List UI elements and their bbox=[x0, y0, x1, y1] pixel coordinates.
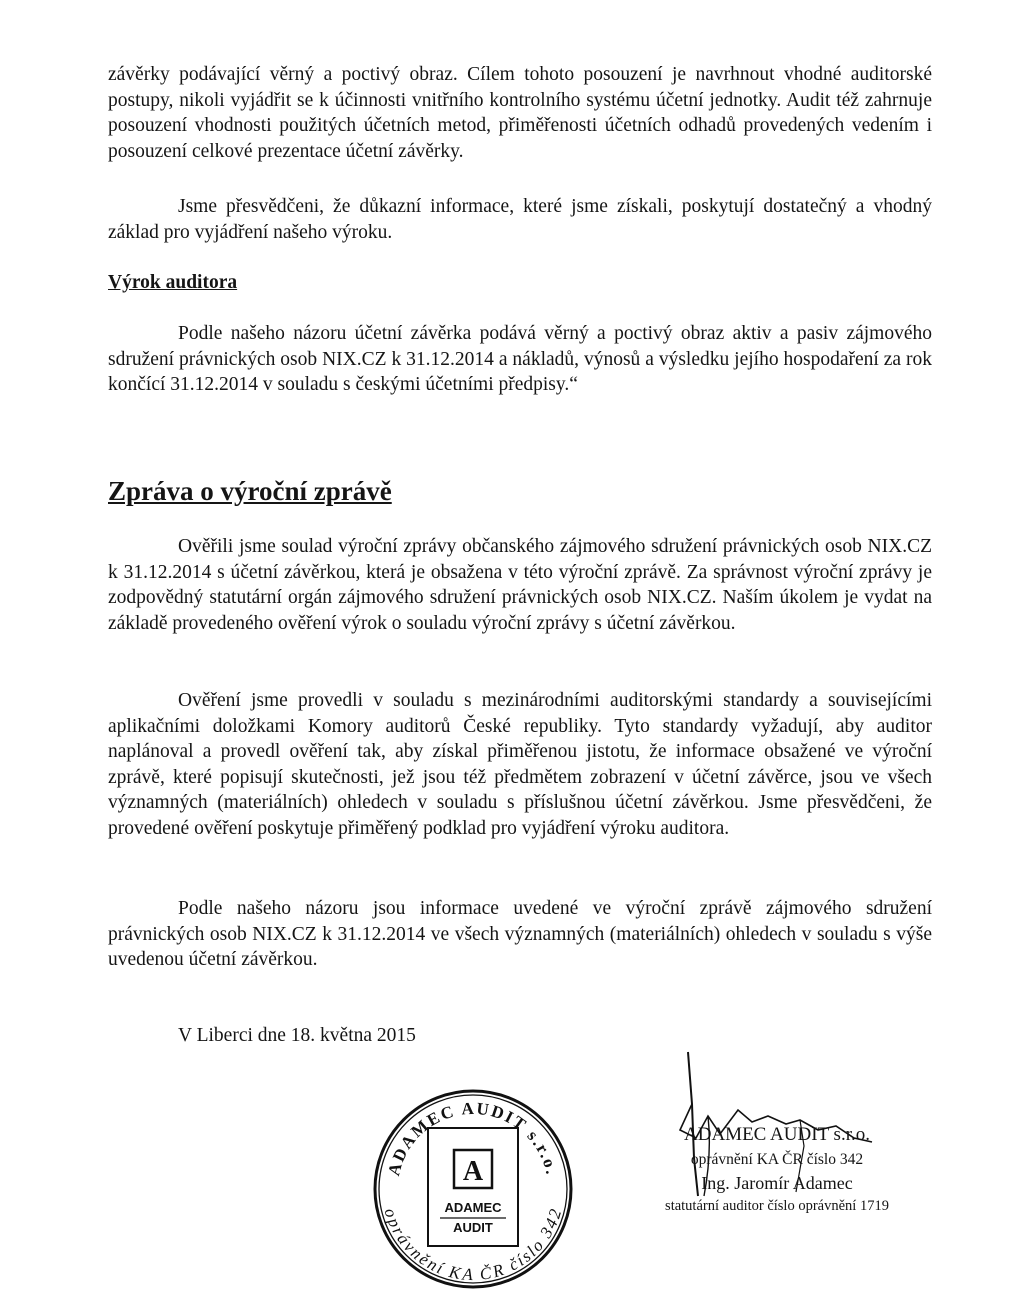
heading-auditor-opinion: Výrok auditora bbox=[108, 272, 238, 293]
signature-company: ADAMEC AUDIT s.r.o. bbox=[684, 1124, 870, 1145]
seal-top-text: ADAMEC AUDIT s.r.o. bbox=[384, 1098, 562, 1178]
paragraph-evidence: Jsme přesvědčeni, že důkazní informace, které jsme získali, poskytují dostatečný a vhodný základ pro vyjádření našeho výroku. bbox=[108, 196, 932, 243]
paragraph-opinion: Podle našeho názoru účetní závěrka podává věrný a poctivý obraz aktiv a pasiv zájmového sdružení právnických osob NIX.CZ k 31.12.2014 a nákladů, výnosů a výsledku jejího hospodaření za rok končící 31.12.2014 v souladu s českými účetními předpisy.“ bbox=[108, 323, 932, 395]
heading-annual-report: Zpráva o výroční zprávě bbox=[108, 476, 392, 506]
paragraph-audit-procedures: závěrky podávající věrný a poctivý obraz. Cílem tohoto posouzení je navrhnout vhodné auditorské postupy, nikoli vyjádřit se k účinnosti vnitřního kontrolního systému účetní jednotky. Audit též zahrnuje posouzení vhodnosti použitých účetních metod, přiměřenosti účetních odhadů provedených vedením i posouzení celkové prezentace účetní závěrky. bbox=[108, 64, 932, 162]
seal-bottom-text: oprávnění KA ČR číslo 342 bbox=[380, 1205, 566, 1285]
seal-logo-line1: ADAMEC bbox=[444, 1200, 502, 1215]
paragraph-final-opinion: Podle našeho názoru jsou informace uvedené ve výroční zprávě zájmového sdružení právnických osob NIX.CZ k 31.12.2014 ve všech významných (materiálních) ohledech v souladu s výše uvedenou účetní závěrkou. bbox=[108, 898, 932, 970]
company-seal bbox=[372, 1088, 574, 1290]
paragraph-annual-report-check: Ověřili jsme soulad výroční zprávy občanského zájmového sdružení právnických osob NIX.CZ k 31.12.2014 s účetní závěrkou, která je obsažena v této výroční zprávě. Za správnost výroční zprávy je zodpovědný statutární orgán zájmového sdružení právnických osob NIX.CZ. Naším úkolem je vydat na základě provedeného ověření výrok o souladu výroční zprávy s účetní závěrkou. bbox=[108, 536, 932, 634]
seal-logo-letter: A bbox=[462, 1156, 484, 1187]
signature-auditor-number: statutární auditor číslo oprávnění 1719 bbox=[665, 1198, 889, 1214]
signature-license: oprávnění KA ČR číslo 342 bbox=[690, 1151, 864, 1168]
seal-logo-line2: AUDIT bbox=[453, 1220, 493, 1235]
place-and-date: V Liberci dne 18. května 2015 bbox=[178, 1025, 416, 1046]
handwritten-signature bbox=[668, 1046, 878, 1206]
signature-person: Ing. Jaromír Adamec bbox=[701, 1173, 853, 1193]
paragraph-verification-standards: Ověření jsme provedli v souladu s mezinárodními auditorskými standardy a souvisejícími aplikačními doložkami Komory auditorů České republiky. Tyto standardy vyžadují, aby auditor naplánoval a provedl ověření tak, aby získal přiměřenou jistotu, že informace obsažené ve výroční zprávě, které popisují skutečnosti, jež jsou též předmětem zobrazení v účetní závěrce, jsou ve všech významných (materiálních) ohledech v souladu s příslušnou účetní závěrkou. Jsme přesvědčeni, že provedené ověření poskytuje přiměřený podklad pro vyjádření výroku auditora. bbox=[108, 690, 932, 839]
